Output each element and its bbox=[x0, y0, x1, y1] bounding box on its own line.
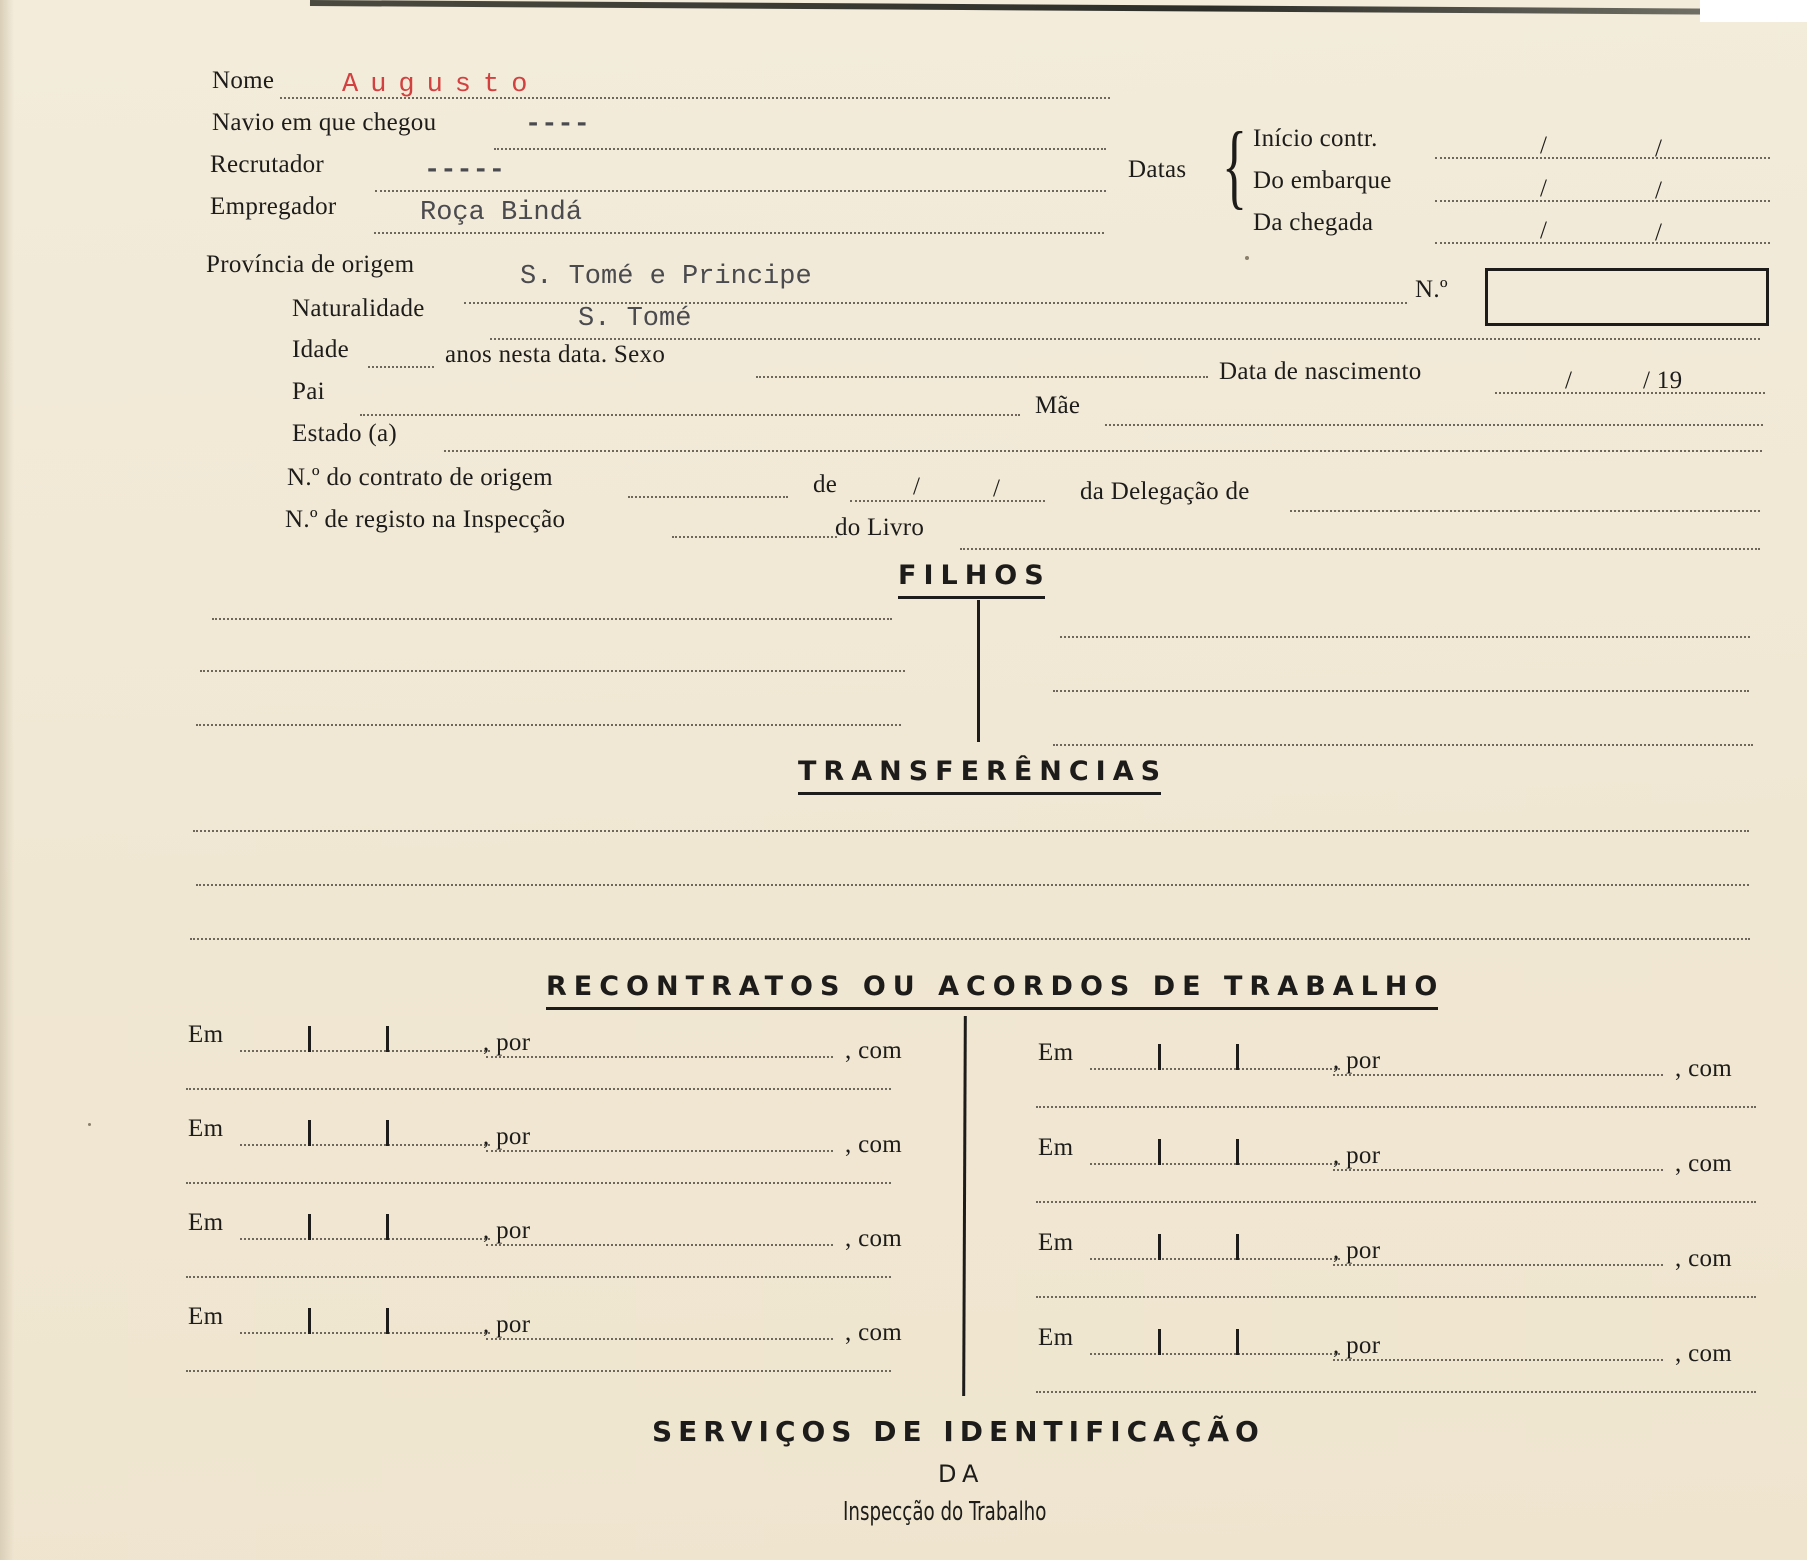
em-label: Em bbox=[1038, 1134, 1074, 1161]
year-prefix: / 19 bbox=[1643, 367, 1683, 394]
por-line bbox=[486, 1244, 833, 1246]
por-label: , por bbox=[483, 1029, 531, 1056]
livro-line bbox=[960, 548, 1760, 550]
anos-sexo-label: anos nesta data. Sexo bbox=[445, 341, 666, 368]
provincia-label: Província de origem bbox=[206, 251, 415, 278]
date-tick bbox=[386, 1120, 389, 1146]
em-date-line bbox=[240, 1144, 490, 1146]
date-tick bbox=[308, 1214, 311, 1240]
date-tick bbox=[1236, 1139, 1239, 1165]
nascimento-label: Data de nascimento bbox=[1219, 358, 1422, 385]
por-line bbox=[1333, 1074, 1663, 1076]
em-date-line bbox=[1090, 1163, 1340, 1165]
com-label: , com bbox=[1675, 1150, 1733, 1177]
inicio-label: Início contr. bbox=[1253, 125, 1378, 152]
mae-line bbox=[1105, 424, 1763, 426]
com-label: , com bbox=[1675, 1245, 1733, 1272]
em-label: Em bbox=[1038, 1039, 1074, 1066]
recrutador-value: ----- bbox=[424, 156, 506, 186]
empregador-line bbox=[374, 232, 1104, 234]
chegada-date-line bbox=[1435, 242, 1770, 244]
date-tick bbox=[1158, 1329, 1161, 1355]
pai-line bbox=[360, 414, 1020, 416]
footer-inspeccao: Inspecção do Trabalho bbox=[843, 1497, 1047, 1527]
mae-label: Mãe bbox=[1035, 392, 1081, 419]
com-line bbox=[1036, 1296, 1756, 1298]
date-sep: / bbox=[1655, 135, 1662, 162]
com-line bbox=[186, 1370, 891, 1372]
navio-value: ---- bbox=[525, 110, 590, 140]
por-line bbox=[486, 1056, 833, 1058]
em-label: Em bbox=[188, 1115, 224, 1142]
date-tick bbox=[308, 1120, 311, 1146]
idade-line bbox=[368, 366, 434, 368]
date-sep: / bbox=[993, 475, 1000, 502]
nome-label: Nome bbox=[212, 67, 275, 94]
date-sep: / bbox=[913, 473, 920, 500]
datas-label: Datas bbox=[1128, 156, 1187, 183]
empregador-label: Empregador bbox=[210, 193, 337, 220]
date-tick bbox=[1158, 1044, 1161, 1070]
transferencias-line-2 bbox=[196, 884, 1749, 886]
de-label: de bbox=[813, 471, 838, 498]
numero-box[interactable] bbox=[1485, 268, 1769, 326]
com-label: , com bbox=[845, 1225, 903, 1252]
date-tick bbox=[386, 1214, 389, 1240]
date-tick bbox=[1158, 1234, 1161, 1260]
date-tick bbox=[1236, 1044, 1239, 1070]
card-corner bbox=[1700, 0, 1807, 22]
com-line bbox=[186, 1276, 891, 1278]
estado-label: Estado (a) bbox=[292, 420, 398, 447]
filhos-line-left-1 bbox=[212, 618, 892, 620]
com-label: , com bbox=[845, 1037, 903, 1064]
por-label: , por bbox=[1333, 1142, 1381, 1169]
transferencias-heading: TRANSFERÊNCIAS bbox=[798, 758, 1167, 785]
contrato-label: N.º do contrato de origem bbox=[287, 464, 553, 491]
contrato-line bbox=[628, 496, 788, 498]
em-label: Em bbox=[188, 1021, 224, 1048]
em-date-line bbox=[1090, 1068, 1340, 1070]
empregador-value: Roça Bindá bbox=[420, 198, 583, 228]
pai-label: Pai bbox=[292, 378, 325, 405]
por-label: , por bbox=[1333, 1332, 1381, 1359]
em-date-line bbox=[240, 1050, 490, 1052]
filhos-line-right-3 bbox=[1053, 744, 1753, 746]
recrutador-line bbox=[375, 190, 1106, 192]
com-line bbox=[1036, 1201, 1756, 1203]
footer-title: SERVIÇOS DE IDENTIFICAÇÃO bbox=[652, 1415, 1265, 1448]
date-sep: / bbox=[1540, 217, 1547, 244]
com-line bbox=[186, 1088, 891, 1090]
filhos-line-left-2 bbox=[200, 670, 905, 672]
com-line bbox=[1036, 1106, 1756, 1108]
por-line bbox=[1333, 1359, 1663, 1361]
filhos-line-right-2 bbox=[1053, 690, 1749, 692]
por-line bbox=[1333, 1169, 1663, 1171]
inicio-date-line-b bbox=[1435, 157, 1770, 159]
em-date-line bbox=[240, 1238, 490, 1240]
footer-da: DA bbox=[938, 1460, 985, 1488]
estado-line bbox=[444, 450, 1762, 452]
date-tick bbox=[308, 1308, 311, 1334]
registo-line bbox=[672, 536, 837, 538]
naturalidade-label: Naturalidade bbox=[292, 295, 425, 322]
com-label: , com bbox=[845, 1319, 903, 1346]
navio-label: Navio em que chegou bbox=[212, 109, 437, 136]
com-label: , com bbox=[845, 1131, 903, 1158]
date-tick bbox=[386, 1308, 389, 1334]
datas-brace: { bbox=[1222, 112, 1248, 218]
transferencias-line-1 bbox=[193, 830, 1749, 832]
transferencias-line-3 bbox=[190, 938, 1750, 940]
date-sep: / bbox=[1540, 132, 1547, 159]
em-label: Em bbox=[1038, 1229, 1074, 1256]
filhos-heading: FILHOS bbox=[898, 562, 1051, 589]
de-date-line bbox=[850, 500, 1045, 502]
com-label: , com bbox=[1675, 1055, 1733, 1082]
date-sep: / bbox=[1540, 175, 1547, 202]
naturalidade-value: S. Tomé bbox=[578, 304, 692, 334]
card-left-shadow bbox=[0, 0, 14, 1560]
com-label: , com bbox=[1675, 1340, 1733, 1367]
date-tick bbox=[1158, 1139, 1161, 1165]
chegada-label: Da chegada bbox=[1253, 209, 1374, 236]
filhos-line-left-3 bbox=[196, 724, 901, 726]
paper-speck bbox=[1245, 256, 1249, 260]
date-tick bbox=[308, 1026, 311, 1052]
em-date-line bbox=[1090, 1353, 1340, 1355]
embarque-label: Do embarque bbox=[1253, 167, 1392, 194]
navio-line bbox=[494, 148, 1106, 150]
date-sep: / bbox=[1655, 177, 1662, 204]
com-line bbox=[1036, 1391, 1756, 1393]
card-top-edge bbox=[310, 0, 1807, 15]
numero-label: N.º bbox=[1415, 276, 1448, 303]
date-tick bbox=[386, 1026, 389, 1052]
por-line bbox=[1333, 1264, 1663, 1266]
date-tick bbox=[1236, 1329, 1239, 1355]
delegacao-line bbox=[1290, 510, 1760, 512]
provincia-value: S. Tomé e Principe bbox=[520, 262, 812, 292]
registo-label: N.º de registo na Inspecção bbox=[285, 506, 566, 533]
por-label: , por bbox=[1333, 1047, 1381, 1074]
date-sep: / bbox=[1655, 219, 1662, 246]
embarque-date-line bbox=[1435, 200, 1770, 202]
em-label: Em bbox=[188, 1209, 224, 1236]
por-label: , por bbox=[1333, 1237, 1381, 1264]
em-date-line bbox=[240, 1332, 490, 1334]
por-label: , por bbox=[483, 1123, 531, 1150]
recontratos-heading: RECONTRATOS OU ACORDOS DE TRABALHO bbox=[546, 973, 1444, 1000]
idade-label: Idade bbox=[292, 336, 350, 363]
date-tick bbox=[1236, 1234, 1239, 1260]
naturalidade-line bbox=[490, 338, 1760, 340]
em-date-line bbox=[1090, 1258, 1340, 1260]
delegacao-label: da Delegação de bbox=[1080, 478, 1250, 505]
por-label: , por bbox=[483, 1217, 531, 1244]
livro-label: do Livro bbox=[835, 514, 925, 541]
nascimento-line bbox=[1495, 392, 1765, 394]
por-label: , por bbox=[483, 1311, 531, 1338]
recontratos-divider bbox=[962, 1016, 967, 1396]
em-label: Em bbox=[188, 1303, 224, 1330]
em-label: Em bbox=[1038, 1324, 1074, 1351]
filhos-divider bbox=[977, 600, 980, 742]
por-line bbox=[486, 1338, 833, 1340]
por-line bbox=[486, 1150, 833, 1152]
nome-value: Augusto bbox=[342, 70, 540, 100]
com-line bbox=[186, 1182, 891, 1184]
filhos-line-right-1 bbox=[1060, 636, 1750, 638]
sexo-line bbox=[756, 376, 1208, 378]
recrutador-label: Recrutador bbox=[210, 151, 325, 178]
date-sep: / bbox=[1565, 367, 1572, 394]
paper-speck bbox=[88, 1123, 91, 1126]
